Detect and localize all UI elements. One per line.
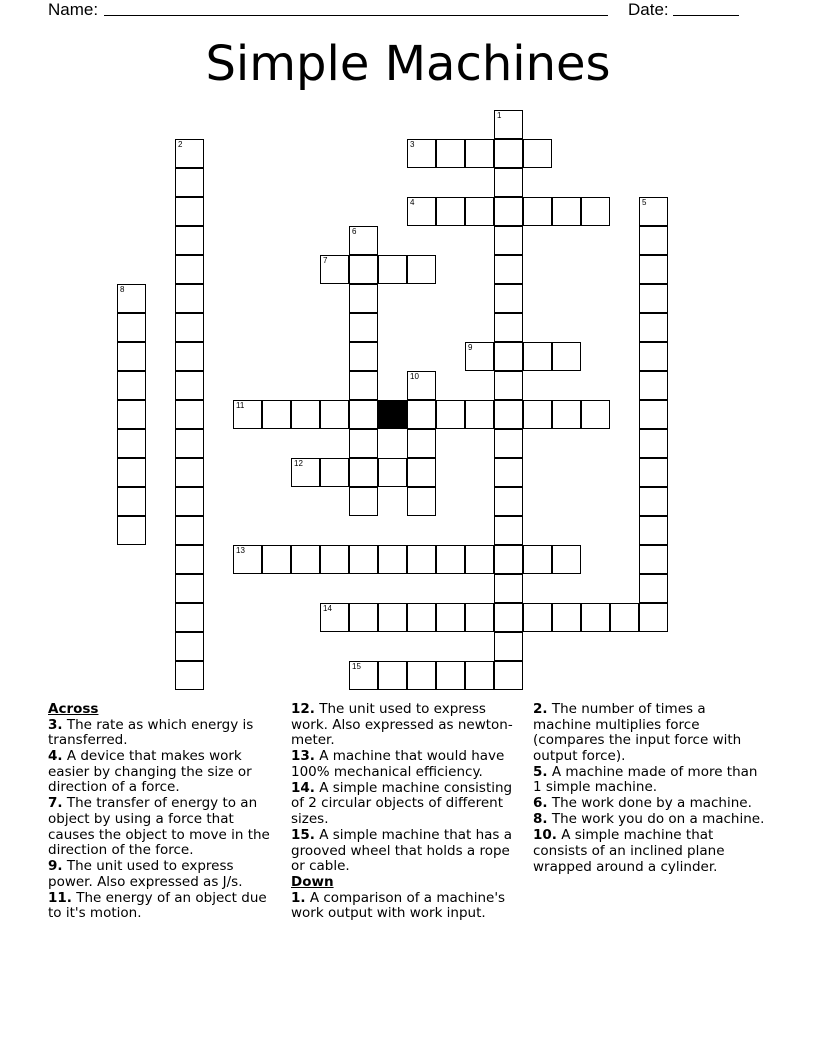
grid-cell[interactable] (465, 139, 494, 168)
grid-cell[interactable] (552, 400, 581, 429)
clue-item (533, 765, 765, 796)
grid-cell[interactable] (465, 197, 494, 226)
grid-cell[interactable] (175, 574, 204, 603)
grid-cell[interactable] (349, 255, 378, 284)
grid-cell[interactable] (407, 139, 436, 168)
grid-cell[interactable] (465, 545, 494, 574)
grid-cell[interactable] (349, 284, 378, 313)
clue-item-number: 6. (533, 795, 548, 812)
clue-item-text: The transfer of energy to an object by using a force that causes the object to move in the direction of the force. (48, 795, 270, 859)
grid-cell[interactable] (639, 226, 668, 255)
clue-number: 11 (236, 401, 245, 410)
grid-cell[interactable] (407, 603, 436, 632)
grid-cell[interactable] (291, 545, 320, 574)
grid-cell[interactable] (175, 661, 204, 690)
clue-number: 2 (178, 140, 183, 149)
grid-cell[interactable] (378, 458, 407, 487)
grid-cell[interactable] (291, 400, 320, 429)
grid-cell[interactable] (436, 400, 465, 429)
grid-cell[interactable] (494, 342, 523, 371)
grid-cell[interactable] (494, 603, 523, 632)
clue-number: 1 (497, 111, 502, 120)
grid-cell[interactable] (349, 429, 378, 458)
grid-cell[interactable] (117, 371, 146, 400)
grid-cell[interactable] (175, 603, 204, 632)
grid-cell[interactable] (117, 313, 146, 342)
grid-cell[interactable] (581, 603, 610, 632)
grid-cell[interactable] (639, 574, 668, 603)
grid-cell[interactable] (639, 458, 668, 487)
clue-item-text: A machine that would have 100% mechanical efficiency. (291, 748, 505, 780)
grid-cell[interactable] (494, 139, 523, 168)
clue-number: 4 (410, 198, 415, 207)
grid-cell[interactable] (639, 487, 668, 516)
clue-item (48, 859, 278, 890)
clue-item (533, 812, 765, 828)
grid-cell[interactable] (407, 545, 436, 574)
grid-cell[interactable] (175, 400, 204, 429)
grid-cell[interactable] (523, 342, 552, 371)
clue-item-number: 10. (533, 827, 557, 844)
clue-item-text: A device that makes work easier by changing the size or direction of a force. (48, 748, 252, 796)
grid-cell[interactable] (233, 400, 262, 429)
grid-cell[interactable] (320, 603, 349, 632)
grid-cell[interactable] (349, 661, 378, 690)
grid-cell[interactable] (378, 603, 407, 632)
grid-cell[interactable] (349, 371, 378, 400)
clue-item-number: 3. (48, 716, 63, 733)
grid-cell[interactable] (262, 545, 291, 574)
grid-cell[interactable] (117, 284, 146, 313)
clue-item-text: A simple machine that consists of an inclined plane wrapped around a cylinder. (533, 827, 725, 875)
grid-cell[interactable] (552, 197, 581, 226)
grid-cell[interactable] (175, 458, 204, 487)
clue-item-number: 12. (291, 701, 315, 717)
grid-cell[interactable] (465, 342, 494, 371)
grid-cell[interactable] (175, 139, 204, 168)
grid-cell[interactable] (639, 400, 668, 429)
grid-cell[interactable] (175, 371, 204, 400)
grid-cell[interactable] (494, 487, 523, 516)
grid-cell[interactable] (523, 545, 552, 574)
grid-cell[interactable] (378, 661, 407, 690)
clue-item (48, 796, 278, 858)
clue-number: 7 (323, 256, 328, 265)
grid-cell[interactable] (407, 400, 436, 429)
clue-item-number: 7. (48, 795, 63, 812)
grid-cell[interactable] (117, 458, 146, 487)
grid-cell[interactable] (117, 400, 146, 429)
clue-item-text: The unit used to express power. Also expressed as J/s. (48, 858, 243, 890)
grid-cell[interactable] (552, 342, 581, 371)
clue-item (48, 749, 278, 796)
clue-item-number: 1. (291, 889, 306, 906)
grid-cell[interactable] (262, 400, 291, 429)
clue-number: 13 (236, 546, 245, 555)
grid-cell[interactable] (581, 400, 610, 429)
grid-cell[interactable] (175, 429, 204, 458)
grid-cell[interactable] (436, 139, 465, 168)
grid-cell[interactable] (349, 400, 378, 429)
grid-cell[interactable] (407, 458, 436, 487)
grid-cell[interactable] (407, 429, 436, 458)
clue-item-text: A simple machine consisting of 2 circular objects of different sizes. (291, 779, 513, 827)
grid-cell[interactable] (639, 313, 668, 342)
clue-number: 6 (352, 227, 357, 236)
clue-item-text: The work you do on a machine. (547, 811, 765, 828)
grid-cell[interactable] (581, 197, 610, 226)
grid-cell[interactable] (320, 458, 349, 487)
clue-number: 8 (120, 285, 125, 294)
clue-item-number: 13. (291, 748, 315, 765)
clue-item-number: 2. (533, 701, 548, 717)
grid-cell[interactable] (175, 516, 204, 545)
grid-cell[interactable] (349, 603, 378, 632)
clue-number: 9 (468, 343, 473, 352)
grid-cell[interactable] (175, 284, 204, 313)
grid-cell[interactable] (436, 197, 465, 226)
clue-item-text: The work done by a machine. (547, 795, 752, 812)
grid-cell[interactable] (349, 458, 378, 487)
grid-cell[interactable] (465, 603, 494, 632)
clue-item (533, 702, 765, 764)
grid-cell[interactable] (494, 400, 523, 429)
grid-cell[interactable] (175, 197, 204, 226)
grid-cell[interactable] (175, 632, 204, 661)
grid-cell[interactable] (523, 603, 552, 632)
grid-cell[interactable] (494, 313, 523, 342)
grid-cell[interactable] (349, 487, 378, 516)
grid-cell[interactable] (494, 226, 523, 255)
grid-cell[interactable] (436, 603, 465, 632)
grid-cell[interactable] (465, 400, 494, 429)
grid-cell[interactable] (117, 429, 146, 458)
grid-cell[interactable] (291, 458, 320, 487)
clue-number: 12 (294, 459, 303, 468)
grid-cell[interactable] (494, 371, 523, 400)
clue-item-text: A simple machine that has a grooved wheel that holds a rope or cable. (291, 826, 513, 875)
grid-cell[interactable] (494, 545, 523, 574)
grid-cell[interactable] (610, 603, 639, 632)
grid-cell[interactable] (407, 371, 436, 400)
grid-cell[interactable] (494, 429, 523, 458)
clue-number: 5 (642, 198, 647, 207)
grid-cell[interactable] (494, 197, 523, 226)
grid-cell[interactable] (349, 342, 378, 371)
grid-cell[interactable] (494, 632, 523, 661)
clue-item-text: The energy of an object due to it's motion. (48, 889, 267, 922)
grid-cell[interactable] (494, 168, 523, 197)
clue-item-text: A comparison of a machine's work output with work input. (291, 889, 506, 922)
grid-cell[interactable] (117, 342, 146, 371)
grid-cell[interactable] (320, 400, 349, 429)
clue-number: 15 (352, 662, 361, 671)
clue-item-number: 5. (533, 763, 548, 780)
grid-cell[interactable] (320, 255, 349, 284)
grid-cell[interactable] (349, 545, 378, 574)
clue-item (48, 891, 278, 922)
grid-cell[interactable] (639, 603, 668, 632)
name-label: Name: (48, 0, 99, 19)
grid-cell[interactable] (378, 255, 407, 284)
clue-item-text: The unit used to express work. Also expressed as newton-meter. (291, 701, 513, 749)
clue-number: 3 (410, 140, 415, 149)
grid-cell[interactable] (175, 313, 204, 342)
grid-cell[interactable] (175, 487, 204, 516)
clue-item-number: 15. (291, 826, 315, 843)
grid-cell[interactable] (523, 139, 552, 168)
grid-cell[interactable] (494, 255, 523, 284)
grid-cell[interactable] (639, 429, 668, 458)
clue-number: 14 (323, 604, 332, 613)
grid-cell[interactable] (494, 516, 523, 545)
grid-cell[interactable] (175, 255, 204, 284)
grid-cell[interactable] (552, 545, 581, 574)
clue-item (291, 749, 521, 780)
grid-cell[interactable] (175, 168, 204, 197)
grid-cell[interactable] (233, 545, 262, 574)
clue-item (291, 828, 521, 875)
clue-item-text: The number of times a machine multiplies force (compares the input force with output force). (533, 701, 742, 764)
date-label: Date: (628, 0, 669, 19)
across-heading: Across (48, 701, 99, 717)
clue-item-number: 9. (48, 858, 63, 875)
clue-item-number: 14. (291, 779, 315, 796)
clue-item (533, 796, 765, 812)
grid-cell[interactable] (639, 197, 668, 226)
grid-cell[interactable] (639, 342, 668, 371)
grid-cell[interactable] (407, 661, 436, 690)
clue-item-number: 11. (48, 889, 72, 906)
grid-cell[interactable] (175, 226, 204, 255)
grid-cell[interactable] (349, 313, 378, 342)
grid-cell[interactable] (639, 545, 668, 574)
grid-cell[interactable] (639, 284, 668, 313)
grid-cell[interactable] (175, 545, 204, 574)
grid-cell[interactable] (494, 574, 523, 603)
grid-cell[interactable] (175, 342, 204, 371)
grid-cell[interactable] (552, 603, 581, 632)
down-heading: Down (291, 874, 334, 891)
grid-cell[interactable] (465, 661, 494, 690)
grid-cell[interactable] (436, 545, 465, 574)
grid-cell[interactable] (639, 371, 668, 400)
grid-cell[interactable] (117, 487, 146, 516)
grid-cell[interactable] (494, 284, 523, 313)
grid-cell[interactable] (494, 661, 523, 690)
grid-cell[interactable] (494, 458, 523, 487)
clue-item (291, 781, 521, 828)
grid-cell[interactable] (407, 255, 436, 284)
clue-item-number: 8. (533, 811, 548, 828)
grid-cell[interactable] (407, 197, 436, 226)
clue-item-text: The rate as which energy is transferred. (48, 716, 254, 749)
grid-cell[interactable] (523, 400, 552, 429)
clue-number: 10 (410, 372, 419, 381)
grid-cell[interactable] (117, 516, 146, 545)
grid-cell[interactable] (320, 545, 349, 574)
grid-cell[interactable] (639, 255, 668, 284)
black-cell (378, 400, 407, 429)
clue-item-number: 4. (48, 748, 63, 765)
clues-column-3 (533, 702, 765, 875)
clue-item (291, 891, 521, 922)
clue-item (291, 702, 521, 749)
clues-column-1 (48, 702, 278, 922)
grid-cell[interactable] (494, 110, 523, 139)
grid-cell[interactable] (436, 661, 465, 690)
clue-item (48, 718, 278, 749)
grid-cell[interactable] (639, 516, 668, 545)
clue-item (533, 828, 765, 875)
grid-cell[interactable] (349, 226, 378, 255)
clues-column-2 (291, 702, 521, 922)
page-title: Simple Machines (205, 36, 611, 92)
clue-item-text: A machine made of more than 1 simple machine. (533, 763, 758, 796)
grid-cell[interactable] (378, 545, 407, 574)
grid-cell[interactable] (523, 197, 552, 226)
grid-cell[interactable] (407, 487, 436, 516)
